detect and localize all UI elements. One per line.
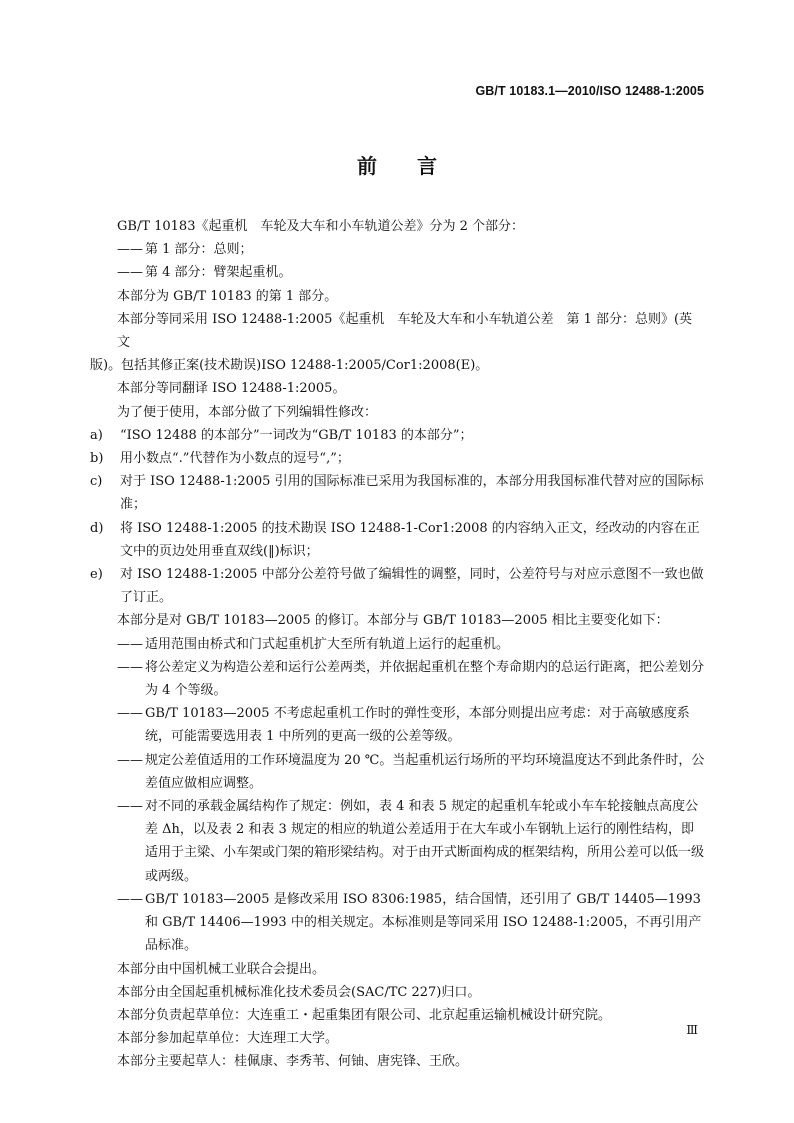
page-title: 前 言 <box>357 154 437 178</box>
edit-item <box>90 563 705 609</box>
change-text: 规定公差值适用的工作环境温度为 20 ℃。当起重机运行场所的平均环境温度达不到此条件时，公差值应做相应调整。 <box>145 752 705 791</box>
equivalence-line-2: 版)。包括其修正案(技术勘误)ISO 12488-1:2005/Cor1:2008(E)。 <box>90 358 489 374</box>
change-item <box>117 749 705 795</box>
dash-marker: —— <box>117 659 143 675</box>
foreword-body <box>90 215 705 1074</box>
proposed-by: 本部分由中国机械工业联合会提出。 <box>117 961 326 977</box>
part-text: 第 4 部分：臂架起重机。 <box>145 265 292 281</box>
change-item <box>117 633 705 656</box>
change-text: GB/T 10183—2005 是修改采用 ISO 8306:1985，结合国情，还引用了 GB/T 14405—1993 和 GB/T 14406—1993 中的相关规定。本标准则是等同采用 ISO 12488-1:2005，不再引用产品标准。 <box>145 891 702 954</box>
dash-marker: —— <box>117 636 143 652</box>
edit-marker: c) <box>90 474 103 490</box>
revision-intro: 本部分是对 GB/T 10183—2005 的修订。本部分与 GB/T 10183—2005 相比主要变化如下： <box>117 613 669 629</box>
dash-marker: —— <box>117 265 143 281</box>
edit-text: 将 ISO 12488-1:2005 的技术勘误 ISO 12488-1-Cor1:2008 的内容纳入正文，经改动的内容在正文中的页边处用垂直双线(‖)标识； <box>120 520 700 559</box>
dash-marker: —— <box>117 891 143 907</box>
page-number: Ⅲ <box>686 1023 698 1037</box>
drafting-units: 本部分负责起草单位：大连重工・起重集团有限公司、北京起重运输机械设计研究院。 <box>117 1007 612 1023</box>
edit-marker: e) <box>90 567 103 583</box>
managed-by: 本部分由全国起重机械标准化技术委员会(SAC/TC 227)归口。 <box>117 984 481 1000</box>
edit-marker: a) <box>90 427 103 443</box>
dash-marker: —— <box>117 752 143 768</box>
change-item <box>117 656 705 702</box>
part-item <box>117 261 705 284</box>
edits-intro: 为了便于使用，本部分做了下列编辑性修改： <box>117 404 378 420</box>
edit-text: 对 ISO 12488-1:2005 中部分公差符号做了编辑性的调整，同时，公差符号与对应示意图不一致也做了订正。 <box>120 567 704 606</box>
dash-marker: —— <box>117 242 143 258</box>
change-text: GB/T 10183—2005 不考虑起重机工作时的弹性变形，本部分则提出应考虑：对于高敏感度系统，可能需要选用表 1 中所列的更高一级的公差等级。 <box>145 706 690 745</box>
intro-paragraph: GB/T 10183《起重机 车轮及大车和小车轨道公差》分为 2 个部分： <box>117 219 525 234</box>
edit-marker: b) <box>90 451 104 467</box>
edit-item <box>90 424 705 447</box>
part-item <box>117 238 705 261</box>
edit-marker: d) <box>90 520 104 536</box>
standard-code: GB/T 10183.1—2010/ISO 12488-1:2005 <box>475 84 704 98</box>
edit-text: 用小数点“.”代替作为小数点的逗号“,”； <box>120 451 350 467</box>
part-text: 第 1 部分：总则； <box>145 242 253 258</box>
participating-units: 本部分参加起草单位：大连理工大学。 <box>117 1031 339 1047</box>
edit-item <box>90 470 705 516</box>
dash-marker: —— <box>117 799 143 815</box>
edit-item <box>90 517 705 563</box>
change-item <box>117 795 705 888</box>
main-drafters: 本部分主要起草人：桂佩康、李秀苇、何铀、唐宪锋、王欣。 <box>117 1054 469 1070</box>
change-item <box>117 888 705 958</box>
edit-text: “ISO 12488 的本部分”一词改为“GB/T 10183 的本部分”； <box>120 427 473 443</box>
change-text: 对不同的承载金属结构作了规定：例如，表 4 和表 5 规定的起重机车轮或小车车轮接触点高度公差 Δh，以及表 2 和表 3 规定的相应的轨道公差适用于在大车或小车钢轨上运行的刚性结构，即适用于主梁、小车架或门架的箱形梁结构。对于由开式断面构成的框架结构，所用公差可以低一级或两级。 <box>145 799 705 884</box>
dash-marker: —— <box>117 706 143 722</box>
change-text: 将公差定义为构造公差和运行公差两类，并依据起重机在整个寿命期内的总运行距离，把公差划分为 4 个等级。 <box>145 659 705 699</box>
part-statement: 本部分为 GB/T 10183 的第 1 部分。 <box>117 288 338 304</box>
change-item <box>117 702 705 748</box>
translation-statement: 本部分等同翻译 ISO 12488-1:2005。 <box>117 381 346 397</box>
change-text: 适用范围由桥式和门式起重机扩大至所有轨道上运行的起重机。 <box>145 636 510 652</box>
edit-item <box>90 447 705 470</box>
equivalence-line-1: 本部分等同采用 ISO 12488-1:2005《起重机 车轮及大车和小车轨道公差 第 1 部分：总则》(英文 <box>117 311 693 351</box>
edit-text: 对于 ISO 12488-1:2005 引用的国际标准已采用为我国标准的，本部分用我国标准代替对应的国际标准； <box>120 474 704 513</box>
